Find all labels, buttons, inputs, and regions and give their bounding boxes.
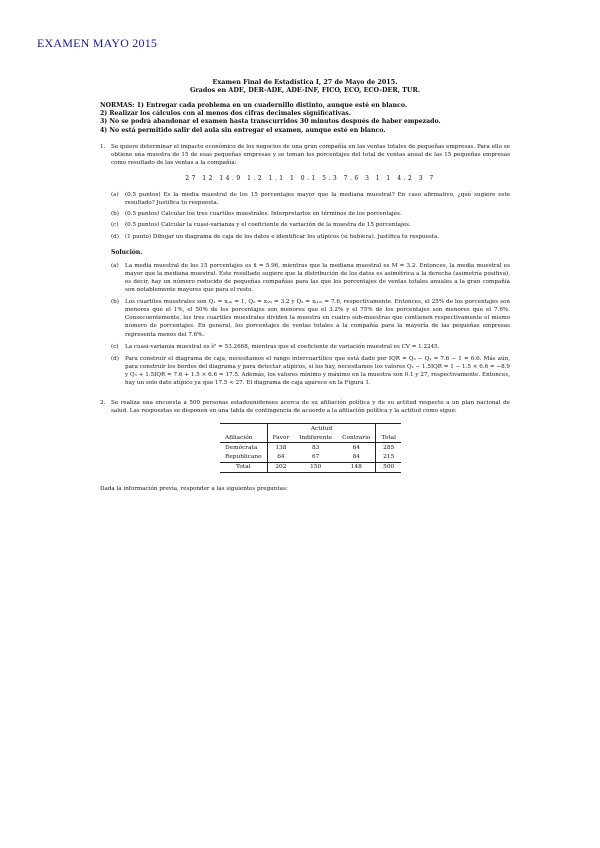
problem-1-body [111,143,510,391]
question-tag: (d) [111,233,119,240]
solution-item [111,298,510,338]
problem-2-body [111,399,510,483]
question-tag: (b) [111,211,119,218]
table-row [220,462,401,472]
problem-1-questions [111,191,510,240]
rule-2: 2) Realizar los cálculos con al menos dos cifras decimales significativas. [100,110,351,118]
exam-document [100,78,510,493]
table-cell: 64 [352,444,360,451]
question-text: (0.5 puntos) Calcular la cuasi-varianza y el coeficiente de variación de la muestra de 15 porcentajes. [125,222,411,229]
solution-item [111,262,510,294]
question-item [111,210,510,218]
table-cell: 64 [267,453,294,463]
question-text: (1 punto) Dibujar un diagrama de caja de los datos e identificar los atípicos (si hubiera). Justifica tu respuesta. [125,233,440,240]
solution-tag: (a) [111,262,119,269]
table-header: Indiferente [299,434,333,441]
question-item [111,233,510,241]
solution-heading: Solución. [111,248,143,256]
table-header: Afiliación [225,434,253,441]
question-tag: (c) [111,222,119,229]
question-text: (0.5 puntos) Calcular los tres cuartiles muestrales. Interpretarlos en términos de los porcentajes. [125,211,402,218]
question-item [111,221,510,229]
solution-tag: (d) [111,355,119,362]
table-cell: 150 [310,464,322,471]
table-cell: Republicano [225,454,262,461]
exam-subtitle: Grados en ADE, DER-ADE, ADE-INF, FICO, ECO, ECO-DER, TUR. [189,86,421,94]
solution-text: Los cuartiles muestrales son Q₁ = x₍₄₎ = 1, Q₂ = x₍₈₎ = 3.2 y Q₃ = x₍₁₂₎ = 7.6, respectivamente. Entonces, el 25% de los porcentajes son menores que el 1%, el 50% de los porcentajes son menores que el 3.2% y el 75% de los porcentajes son menores que el 7.6%. Consecuentemente, los tres cuartiles muestrales dividen la muestra en cuatro sub-muestras que contienen respectivamente el mismo número de porcentajes. En general, los porcentajes de ventas totales a la compañía para la mayoría de las pequeñas empresas representa menos del 7.6%. [125,299,510,338]
table-group-header: Actitud [267,424,376,434]
table-cell: Total [236,464,251,471]
rule-3: 3) No se podrá abandonar el examen hasta transcurridos 30 minutos después de haber empezado. [100,118,441,126]
table-cell: Demócrata [225,444,258,451]
table-cell: 500 [376,462,401,472]
exam-corner-title: EXAMEN MAYO 2015 [37,36,158,50]
solution-text: Para construir el diagrama de caja, necesitamos el rango intercuartílico que está dado por IQR = Q₃ − Q₁ = 7.6 − 1 = 6.6. Más aún, para construir los bordes del diagrama y para detectar atípicos, si los hay, necesitamos los valores Q₁ − 1.5IQR = 1 − 1.5 × 6.6 = −8.9 y Q₃ + 1.5IQR = 7.6 + 1.5 × 6.6 = 17.5. Además, los valores mínimo y máximo en la muestra son 0.1 y 27, respectivamente. Entonces, hay un solo dato atípico ya que 17.5 < 27. El diagrama de caja aparece en la Figura 1. [125,355,510,386]
solution-item [111,355,510,387]
question-tag: (a) [111,192,119,199]
table-cell: 202 [267,462,294,472]
table-cell: 138 [267,443,294,453]
table-cell: 215 [376,453,401,463]
table-cell: 148 [350,464,362,471]
table-header: Total [376,433,401,443]
table-corner-cell [220,424,267,434]
problem-1-data: 27 12 14.9 1.2 1.1 1 0.1 5.3 7.6 3 1 1 4.2 3 7 [185,175,436,183]
problem-1-solutions [111,262,510,387]
problem-1 [100,143,510,391]
table-cell: 67 [311,454,320,461]
problem-1-number: 1. [100,143,106,150]
table-row [220,453,401,463]
solution-text: La media muestral de los 15 porcentajes es x̄ = 5.96, mientras que la mediana muestral es M = 3.2. Entonces, la media muestral es mayor que la mediana muestral. Este resultado sugiere que la distribución de los datos es asimétrica a la derecha (asimetría positiva), es decir, hay un número reducido de pequeñas compañías para las que los porcentajes de ventas totales anuales a la gran compañía son notablemente mayores que para el resto. [125,262,510,294]
problem-2-number: 2. [100,400,106,407]
table-header: Favor [267,433,294,443]
rule-1: NORMAS: 1) Entregar cada problema en un cuadernillo distinto, aunque esté en blanco. [100,102,407,109]
table-header: Contrario [342,434,371,441]
solution-text: La cuasi-varianza muestral es ŝ² = 53.2668, mientras que el coeficiente de variación muestral es CV = 1.2245. [125,343,440,350]
solution-item [111,343,510,351]
exam-title: Examen Final de Estadística I, 27 de Mayo de 2015. [212,78,398,86]
rule-4: 4) No está permitido salir del aula sin entregar el examen, aunque esté en blanco. [100,126,386,134]
problem-2-statement: Se realiza una encuesta a 500 personas estadounidenses acerca de su afiliación política y de su actitud respecto a un plan nacional de salud. Las respuestas se disponen en una tabla de contingencia de acuerdo a la afiliación política y la actitud como sigue: [111,400,510,415]
table-row [220,443,401,453]
table-cell: 83 [311,444,320,451]
contingency-table [220,423,401,472]
question-text: (0.5 puntos) Es la media muestral de los 15 porcentajes mayor que la mediana muestral? En caso afirmativo, ¿qué sugiere este resultado? Justifica tu respuesta. [125,192,510,207]
solution-tag: (c) [111,343,119,350]
solution-tag: (b) [111,299,119,306]
table-cell: 285 [376,443,401,453]
question-item [111,191,510,207]
table-corner-cell [376,424,401,434]
table-cell: 84 [352,454,360,461]
problem-2 [100,399,510,483]
problem-1-statement: Se quiere determinar el impacto económico de los negocios de una gran compañía en las ventas totales de pequeñas empresas. Para ello se obtiene una muestra de 15 de esas pequeñas empresas y se toman los porcentajes del total de ventas anual de las 15 pequeñas empresas como resultado de las ventas a la compañía: [111,143,510,166]
closing-text: Dada la información previa, responder a las siguientes preguntas: [100,485,288,492]
exam-rules [100,102,510,135]
